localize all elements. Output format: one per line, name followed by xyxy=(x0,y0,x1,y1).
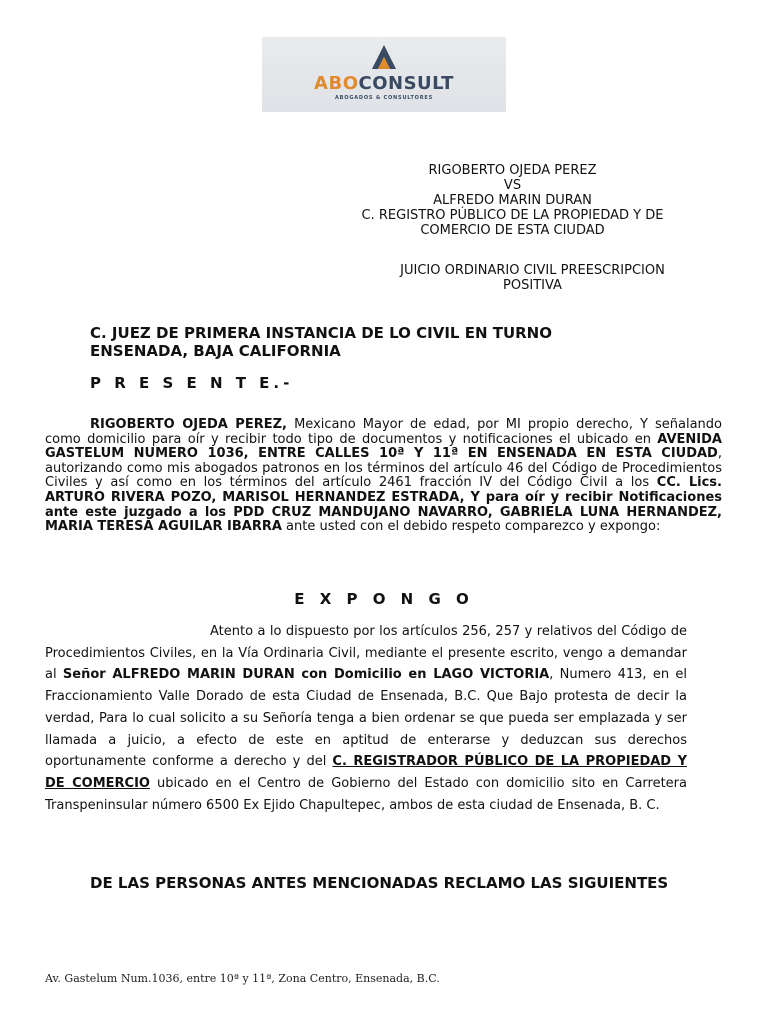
intro-plaintiff: RIGOBERTO OJEDA PEREZ, xyxy=(90,417,287,432)
claim-registry: C. REGISTRADOR PÚBLICO DE LA PROPIEDAD Y DE COMERCIO xyxy=(45,754,687,791)
intro-text-2: , autorizando como mis abogados patronos en los términos del artículo 46 del Código de Procedimientos Civiles y así como en los términos del artículo 2461 fracción IV del Código Civil a los xyxy=(45,446,722,491)
logo-brand-part1: ABO xyxy=(314,73,359,94)
reclamo-heading xyxy=(45,874,722,892)
court-addressee xyxy=(90,324,730,360)
expongo-heading: E X P O N G O xyxy=(294,590,474,608)
addressee-line2: ENSENADA, BAJA CALIFORNIA xyxy=(90,342,341,360)
intro-lawyers: CC. Lics. ARTURO RIVERA POZO, MARISOL HERNANDEZ ESTRADA, Y para oír y recibir Notificaciones ante este juzgado a los PDD CRUZ MANDUJANO NAVARRO, GABRIELA LUNA HERNANDEZ, MARIA TERESA AGUILAR IBARRA xyxy=(45,475,722,535)
company-logo xyxy=(262,37,506,112)
logo-wordmark xyxy=(262,73,506,94)
claim-paragraph xyxy=(45,621,687,816)
presente-heading: P R E S E N T E.- xyxy=(90,374,294,392)
case-parties xyxy=(300,163,725,238)
intro-paragraph xyxy=(45,418,722,535)
addressee-line1: C. JUEZ DE PRIMERA INSTANCIA DE LO CIVIL EN TURNO xyxy=(90,324,552,342)
intro-address: AVENIDA GASTELUM NUMERO 1036, ENTRE CALLES 10ª Y 11ª EN ENSENADA EN ESTA CIUDAD xyxy=(45,431,722,462)
versus-label: VS xyxy=(503,178,522,193)
logo-tagline: ABOGADOS & CONSULTORES xyxy=(334,95,433,101)
case-type-line1: JUICIO ORDINARIO CIVIL PREESCRIPCION xyxy=(400,263,665,278)
claim-text-2: , Numero 413, en el Fraccionamiento Valle Dorado de esta Ciudad de Ensenada, B.C. Que Bajo protesta de decir la verdad, Para lo cual solicito a su Señoría tenga a bien ordenar se que pueda ser emplazada y ser llamada a juicio, a efecto de este en aptitud de enterarse y deduzcan sus derechos oportunamente conforme a derecho y del xyxy=(45,667,687,770)
defendant-name: ALFREDO MARIN DURAN xyxy=(433,193,592,208)
intro-text-3: ante usted con el debido respeto comparezco y expongo: xyxy=(281,519,661,535)
logo-brand-part2: CONSULT xyxy=(358,73,454,94)
case-type xyxy=(340,263,725,293)
registry-defendant-line2: COMERCIO DE ESTA CIUDAD xyxy=(420,223,605,238)
plaintiff-name: RIGOBERTO OJEDA PEREZ xyxy=(428,163,597,178)
reclamo-text: DE LAS PERSONAS ANTES MENCIONADAS RECLAMO LAS SIGUIENTES xyxy=(90,874,669,892)
claim-text-3: ubicado en el Centro de Gobierno del Estado con domicilio sito en Carretera Transpeninsular número 6500 Ex Ejido Chapultepec, ambos de esta ciudad de Ensenada, B. C. xyxy=(45,775,687,813)
claim-defendant: Señor ALFREDO MARIN DURAN con Domicilio en LAGO VICTORIA xyxy=(62,667,550,683)
claim-text-1: Atento a lo dispuesto por los artículos 256, 257 y relativos del Código de Procedimientos Civiles, en la Vía Ordinaria Civil, mediante el presente escrito, vengo a demandar al xyxy=(45,624,687,683)
footer-address: Av. Gastelum Num.1036, entre 10ª y 11ª, Zona Centro, Ensenada, B.C. xyxy=(45,972,440,985)
registry-defendant-line1: C. REGISTRO PÚBLICO DE LA PROPIEDAD Y DE xyxy=(361,208,664,223)
case-type-line2: POSITIVA xyxy=(503,278,562,293)
intro-text-1: Mexicano Mayor de edad, por MI propio derecho, Y señalando como domicilio para oír y recibir todo tipo de documentos y notificaciones el ubicado en xyxy=(45,417,722,447)
